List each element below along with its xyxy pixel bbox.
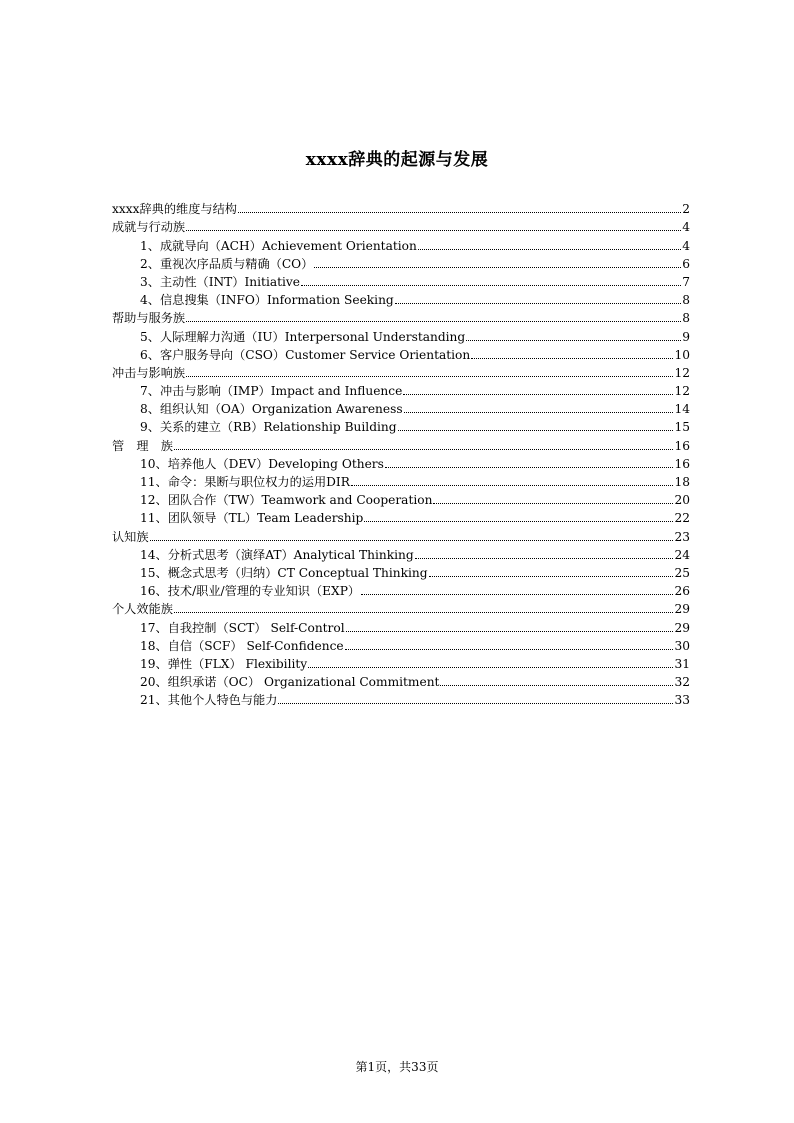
toc-leader-dots	[301, 285, 681, 286]
toc-entry[interactable]	[112, 654, 690, 672]
toc-entry-label: 8、组织认知（OA）Organization Awareness	[140, 402, 403, 417]
toc-entry[interactable]	[112, 454, 690, 472]
toc-entry[interactable]	[112, 290, 690, 308]
toc-leader-dots	[364, 521, 673, 522]
toc-entry[interactable]	[112, 472, 690, 490]
toc-entry-label: 15、概念式思考（归纳）CT Conceptual Thinking	[140, 565, 428, 580]
toc-leader-dots	[186, 321, 681, 322]
toc-entry-page-number: 8	[682, 311, 690, 326]
toc-entry-page-number: 14	[674, 402, 690, 417]
toc-entry[interactable]	[112, 254, 690, 272]
toc-leader-dots	[398, 430, 674, 431]
toc-entry[interactable]	[112, 581, 690, 599]
toc-entry-page-number: 12	[674, 365, 690, 380]
toc-entry-label: 4、信息搜集（INFO）Information Seeking	[140, 293, 394, 308]
toc-entry[interactable]	[112, 399, 690, 417]
toc-leader-dots	[186, 376, 673, 377]
toc-entry[interactable]	[112, 326, 690, 344]
toc-leader-dots	[345, 649, 674, 650]
toc-leader-dots	[440, 685, 673, 686]
toc-entry-page-number: 31	[674, 656, 690, 671]
toc-leader-dots	[418, 249, 681, 250]
toc-entry-label: 18、自信（SCF） Self-Confidence	[140, 638, 344, 653]
toc-leader-dots	[466, 340, 681, 341]
toc-leader-dots	[395, 303, 682, 304]
toc-entry-page-number: 16	[674, 438, 690, 453]
toc-leader-dots	[429, 576, 674, 577]
toc-entry-label: 20、组织承诺（OC） Organizational Commitment	[140, 675, 440, 690]
toc-entry[interactable]	[112, 690, 690, 708]
toc-leader-dots	[385, 467, 674, 468]
toc-entry-page-number: 29	[674, 620, 690, 635]
toc-leader-dots	[351, 485, 674, 486]
toc-entry-label: 冲击与影响族	[112, 365, 186, 380]
toc-entry-label: 管 理 族	[112, 438, 173, 453]
toc-entry-label: 16、技术/职业/管理的专业知识（EXP）	[140, 584, 361, 599]
toc-entry[interactable]	[112, 636, 690, 654]
toc-entry-page-number: 30	[674, 638, 690, 653]
page-footer: 第1页，共33页	[355, 1060, 439, 1074]
toc-leader-dots	[174, 449, 674, 450]
toc-entry-label: 11、命令：果断与职位权力的运用DIR	[140, 475, 350, 489]
toc-entry-page-number: 12	[674, 384, 690, 399]
toc-entry-page-number: 15	[674, 420, 690, 435]
toc-entry-label: 个人效能族	[112, 602, 173, 617]
toc-entry-page-number: 9	[682, 329, 690, 344]
toc-entry-label: 成就与行动族	[112, 220, 186, 235]
toc-entry-page-number: 7	[682, 274, 690, 289]
toc-entry-label: 5、人际理解力沟通（IU）Interpersonal Understanding	[140, 329, 466, 344]
toc-leader-dots	[308, 667, 673, 668]
toc-entry[interactable]	[112, 617, 690, 635]
toc-entry-label: 3、主动性（INT）Initiative	[140, 274, 301, 289]
toc-entry-page-number: 22	[674, 511, 690, 526]
toc-entry-label: xxxx辞典的维度与结构	[112, 202, 237, 217]
toc-entry-label: 14、分析式思考（演绎AT）Analytical Thinking	[140, 547, 414, 562]
toc-entry-page-number: 23	[674, 529, 690, 544]
toc-leader-dots	[361, 594, 673, 595]
toc-entry-label: 11、团队领导（TL）Team Leadership	[140, 511, 364, 526]
toc-leader-dots	[314, 267, 681, 268]
toc-entry-page-number: 4	[682, 220, 690, 235]
toc-entry-page-number: 20	[674, 493, 690, 508]
toc-entry-page-number: 2	[682, 202, 690, 217]
toc-entry-page-number: 18	[674, 475, 690, 489]
toc-entry-label: 12、团队合作（TW）Teamwork and Cooperation	[140, 493, 433, 508]
toc-leader-dots	[471, 358, 673, 359]
toc-entry-label: 10、培养他人（DEV）Developing Others	[140, 456, 384, 471]
toc-entry[interactable]	[112, 526, 690, 544]
toc-entry[interactable]	[112, 545, 690, 563]
toc-entry[interactable]	[112, 235, 690, 253]
toc-entry[interactable]	[112, 199, 690, 217]
toc-leader-dots	[238, 212, 681, 213]
toc-entry[interactable]	[112, 272, 690, 290]
toc-entry-page-number: 24	[674, 547, 690, 562]
toc-leader-dots	[404, 412, 674, 413]
toc-leader-dots	[174, 612, 674, 613]
toc-entry[interactable]	[112, 435, 690, 453]
toc-entry[interactable]	[112, 363, 690, 381]
toc-leader-dots	[186, 230, 681, 231]
toc-entry[interactable]	[112, 490, 690, 508]
toc-entry-label: 2、重视次序品质与精确（CO）	[140, 256, 314, 271]
toc-entry-label: 17、自我控制（SCT） Self-Control	[140, 620, 345, 635]
toc-entry-page-number: 6	[682, 256, 690, 271]
toc-entry-page-number: 8	[682, 293, 690, 308]
toc-entry[interactable]	[112, 217, 690, 235]
toc-entry-page-number: 26	[674, 584, 690, 599]
toc-entry-label: 6、客户服务导向（CSO）Customer Service Orientation	[140, 347, 471, 362]
toc-entry[interactable]	[112, 308, 690, 326]
toc-entry[interactable]	[112, 508, 690, 526]
toc-entry-page-number: 32	[674, 675, 690, 690]
toc-entry-label: 9、关系的建立（RB）Relationship Building	[140, 420, 397, 435]
toc-entry-label: 1、成就导向（ACH）Achievement Orientation	[140, 238, 417, 253]
toc-leader-dots	[415, 558, 674, 559]
toc-entry[interactable]	[112, 345, 690, 363]
toc-entry-page-number: 33	[674, 693, 690, 708]
toc-leader-dots	[433, 503, 673, 504]
toc-entry[interactable]	[112, 599, 690, 617]
table-of-contents	[112, 199, 690, 708]
toc-leader-dots	[346, 631, 674, 632]
toc-entry-page-number: 4	[682, 238, 690, 253]
toc-entry-page-number: 29	[674, 602, 690, 617]
document-title: xxxx辞典的起源与发展	[305, 150, 489, 170]
toc-entry-label: 19、弹性（FLX） Flexibility	[140, 656, 308, 671]
toc-leader-dots	[403, 394, 673, 395]
toc-entry-page-number: 25	[674, 565, 690, 580]
toc-entry[interactable]	[112, 381, 690, 399]
toc-entry[interactable]	[112, 672, 690, 690]
toc-entry-page-number: 10	[674, 347, 690, 362]
toc-entry-label: 认知族	[112, 529, 149, 544]
toc-entry-page-number: 16	[674, 456, 690, 471]
toc-entry[interactable]	[112, 417, 690, 435]
toc-entry-label: 帮助与服务族	[112, 311, 186, 326]
toc-entry-label: 7、冲击与影响（IMP）Impact and Influence	[140, 384, 403, 399]
toc-leader-dots	[150, 540, 674, 541]
toc-leader-dots	[278, 703, 673, 704]
toc-entry[interactable]	[112, 563, 690, 581]
toc-entry-label: 21、其他个人特色与能力	[140, 693, 278, 708]
